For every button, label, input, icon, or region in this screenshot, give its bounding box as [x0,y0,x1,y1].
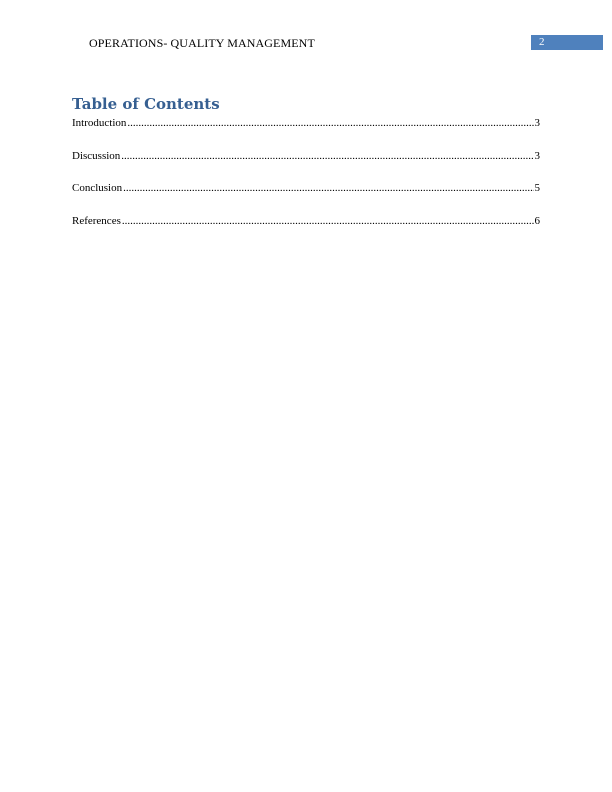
toc-dot-leader [122,214,534,228]
toc-entry-conclusion[interactable] [72,181,540,195]
toc-heading: Table of Contents [72,95,220,113]
toc-entry-label: Conclusion [72,182,123,194]
toc-dot-leader [121,149,533,163]
toc-entry-introduction[interactable] [72,116,540,130]
toc-entry-label: Discussion [72,149,121,162]
toc-entry-page: 3 [534,149,540,162]
toc-entry-discussion[interactable] [72,149,540,163]
toc-list [72,116,540,246]
toc-entry-references[interactable] [72,214,540,228]
toc-entry-page: 3 [534,117,540,129]
toc-dot-leader [123,181,533,195]
running-header-title: OPERATIONS- QUALITY MANAGEMENT [89,36,315,50]
toc-entry-label: References [72,214,121,227]
toc-entry-page: 5 [534,182,540,194]
toc-entry-page: 6 [534,214,540,227]
toc-dot-leader [127,116,533,130]
toc-entry-label: Introduction [72,117,127,129]
page-number-badge: 2 [531,35,603,50]
